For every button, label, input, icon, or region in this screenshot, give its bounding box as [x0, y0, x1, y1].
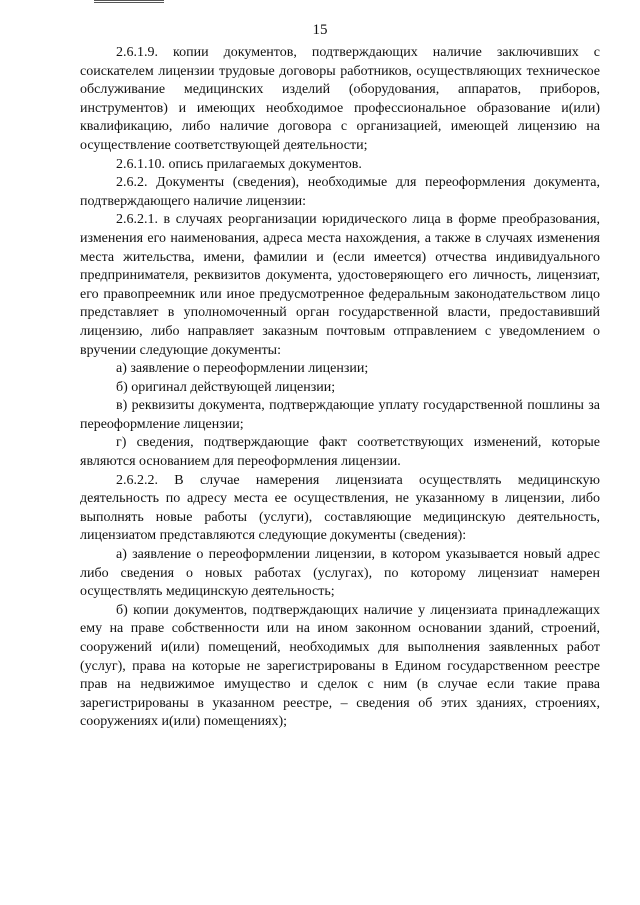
list-item-a: а) заявление о переоформлении лицензии;	[116, 361, 369, 377]
paragraph-2-6-2-2: 2.6.2.2. В случае намерения лицензиата осуществлять медицинскую деятельность по адресу места ее осуществления, не указанному в лицензии, либо выполнять новые работы (услуги), составляющие медицинскую деятельность, лицензиатом представляются следующие документы (сведения):	[80, 472, 600, 544]
paragraph-2-6-2-1: 2.6.2.1. в случаях реорганизации юридического лица в форме преобразования, изменения его наименования, адреса места нахождения, а также в случаях изменения места жительства, имени, фамилии и (если имеется) отчества индивидуального предпринимателя, реквизитов документа, удостоверяющего его личность, лицензиат, его правопреемник или иное предусмотренное федеральным законодательством лицо представляет в уполномоченный орган государственной власти, предоставивший лицензию, либо направляет заказным почтовым отправлением с уведомлением о вручении следующие документы:	[80, 212, 600, 358]
list-item-g: г) сведения, подтверждающие факт соответствующих изменений, которые являются основанием для переоформления лицензии.	[80, 435, 600, 470]
paragraph-2-6-2: 2.6.2. Документы (сведения), необходимые для переоформления документа, подтверждающего наличие лицензии:	[80, 175, 600, 209]
list-item-v: в) реквизиты документа, подтверждающие уплату государственной пошлины за переоформление лицензии;	[80, 398, 600, 432]
list-item-a-2: а) заявление о переоформлении лицензии, в котором указывается новый адрес либо сведения о новых работах (услугах), по которому лицензиат намерен осуществлять медицинскую деятельность;	[80, 547, 600, 600]
paragraph-2-6-1-9: 2.6.1.9. копии документов, подтверждающих наличие заключивших с соискателем лицензии трудовые договоры работников, осуществляющих техническое обслуживание медицинских изделий (оборудования, аппаратов, приборов, инструментов) и имеющих необходимое профессиональное образование и(или) квалификацию, либо наличие договора с организацией, имеющей лицензию на осуществление соответствующей деятельности;	[80, 45, 600, 153]
list-item-b-2: б) копии документов, подтверждающих наличие у лицензиата принадлежащих ему на праве собственности или на ином законном основании зданий, строений, сооружений и(или) помещений, необходимых для выполнения заявленных работ (услуг), права на которые не зарегистрированы в Едином государственном реестре прав на недвижимое имущество и сделок с ним (в случае если такие права зарегистрированы в указанном реестре, – сведения об этих зданиях, строениях, сооружениях и(или) помещениях);	[80, 602, 600, 730]
list-item-b: б) оригинал действующей лицензии;	[116, 379, 336, 395]
document-body	[80, 44, 600, 732]
paragraph-2-6-1-10: 2.6.1.10. опись прилагаемых документов.	[116, 156, 362, 172]
scan-edge-mark	[94, 0, 164, 3]
page-number: 15	[312, 22, 328, 38]
